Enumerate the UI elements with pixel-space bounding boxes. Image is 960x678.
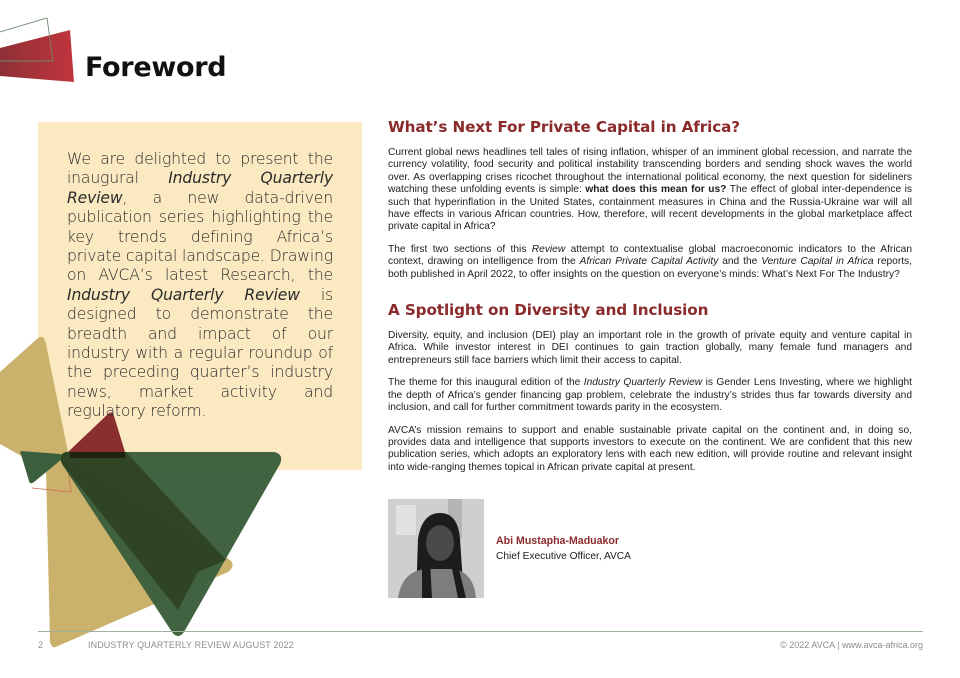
text: The theme for this inaugural edition of the: [388, 377, 584, 389]
text: The effect of global inter-dependence is such that hyperinflation in the United States, containment measures in China and the Russia-Ukraine war will all have effects in various African countries. How, therefore, will recent developments in the global marketplace affect private capital in Africa?: [388, 184, 912, 233]
portrait-photo: [388, 499, 484, 598]
text: attempt to contextualise global macroeconomic indicators to the African context, drawing on intelligence from the: [388, 243, 913, 268]
intro-text-part: , a new data-driven publication series highlighting the key trends defining Africa’s private capital landscape. Drawing on AVCA’s latest Research, the: [67, 188, 333, 285]
page-number: 2: [38, 640, 44, 650]
intro-text-part: We are delighted to present the inaugural: [67, 150, 333, 188]
paragraph: [388, 244, 912, 281]
section-heading-private-capital: What’s Next For Private Capital in Africa?: [388, 118, 741, 136]
section-heading-diversity: A Spotlight on Diversity and Inclusion: [388, 301, 709, 320]
text: reports, both published in April 2022, to offer insights on the question on everyone’s minds: What’s Next For The Industry?: [388, 256, 912, 280]
italic-title: African Private Capital Activity: [579, 256, 719, 268]
footer-divider: [38, 631, 923, 632]
italic-title: Venture Capital in Africa: [761, 256, 874, 268]
text: is Gender Lens Investing, where we highlight the depth of Africa’s gender financing gap problem, celebrate the industry’s strides thus far towards diversity and inclusion, and call for further commitment towards parity in the ecosystem.: [388, 377, 912, 414]
person-silhouette-icon: [388, 499, 484, 598]
text: The first two sections of this: [388, 243, 532, 255]
paragraph: [388, 377, 912, 414]
footer-publication: INDUSTRY QUARTERLY REVIEW AUGUST 2022: [88, 640, 294, 650]
intro-text-part: is designed to demonstrate the breadth and impact of our industry with a regular roundup of the preceding quarter’s industry news, market activity and regulatory reform.: [67, 285, 334, 421]
italic-title: Review: [531, 243, 566, 255]
text: and the: [718, 256, 762, 268]
main-column: [388, 118, 912, 474]
text: Current global news headlines tell tales of rising inflation, whisper of an imminent global recession, and narrate the currency volatility, food security and political instability transcending borders and sending shock waves the world over. As overlapping crises ricochet throughout the international political economy, the next question for sideliners watching these unfolding events is simple:: [388, 147, 912, 196]
paragraph: AVCA’s mission remains to support and enable sustainable private capital on the continent and, in doing so, provides data and intelligence that supports investors to execute on the continent. We are confident that this new publication series, which adopts an exploratory lens with each new edition, will provide routine and relevant insight into wide-ranging themes topical in African private capital at present.: [388, 424, 912, 473]
signatory-name: Abi Mustapha-Maduakor: [496, 535, 620, 547]
italic-title: Industry Quarterly Review: [583, 377, 703, 389]
paragraph: Diversity, equity, and inclusion (DEI) play an important role in the growth of private equity and venture capital in Africa. While investor interest in DEI continues to gain traction globally, many female fund managers and entrepreneurs still face barriers which limit their access to capital.: [388, 330, 912, 366]
bold-question: what does this mean for us?: [585, 184, 727, 196]
header-shape-decoration: [0, 0, 90, 90]
publication-title: Industry Quarterly Review: [67, 285, 300, 304]
paragraph: [388, 147, 912, 234]
intro-text: [67, 150, 333, 422]
page-title: Foreword: [85, 52, 227, 83]
publication-title: Industry Quarterly Review: [67, 169, 334, 207]
footer-copyright-link[interactable]: © 2022 AVCA | www.avca-africa.org: [780, 640, 923, 650]
signatory-role: Chief Executive Officer, AVCA: [496, 551, 631, 562]
